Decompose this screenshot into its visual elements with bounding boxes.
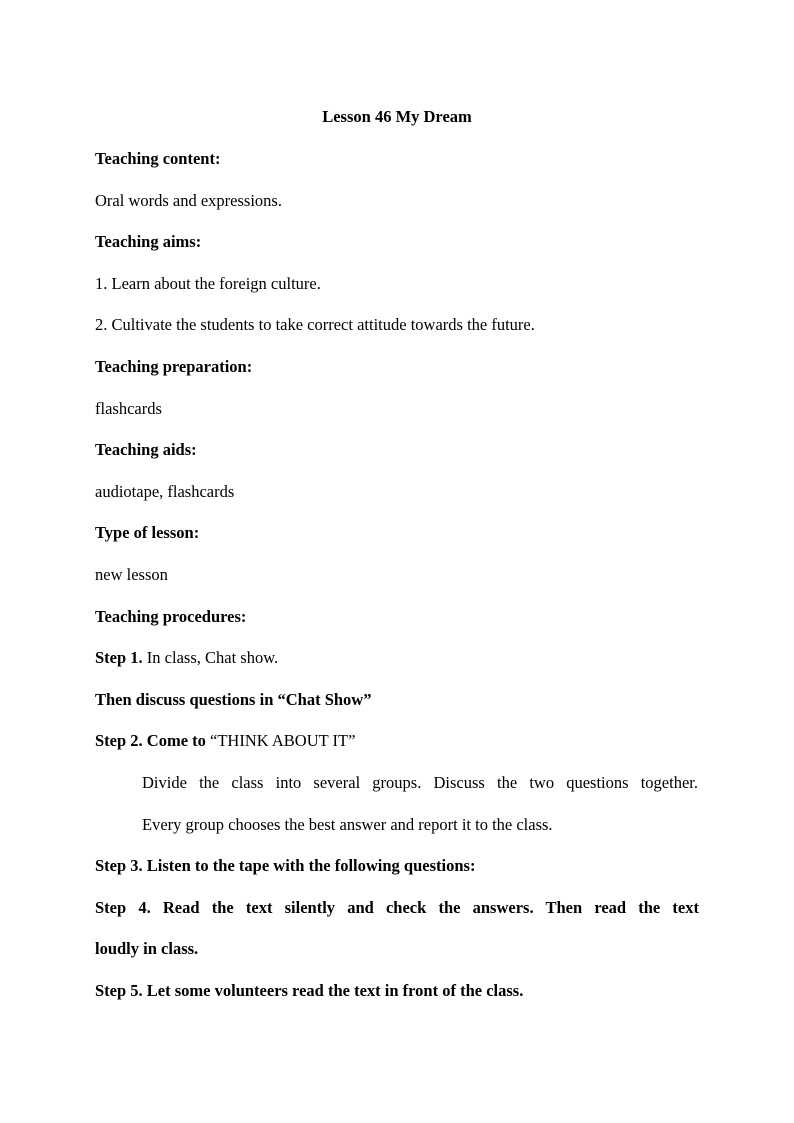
aim-item-2: 2. Cultivate the students to take correct attitude towards the future. [95, 315, 535, 334]
step-1-text: In class, Chat show. [142, 648, 279, 667]
step-2-detail-1: Divide the class into several groups. Discuss the two questions together. [142, 773, 698, 792]
teaching-preparation-heading: Teaching preparation: [95, 357, 253, 376]
step-1-followup: Then discuss questions in “Chat Show” [95, 690, 372, 709]
lesson-type-heading: Type of lesson: [95, 523, 200, 542]
teaching-aims-heading: Teaching aims: [95, 232, 202, 251]
lesson-title: Lesson 46 My Dream [322, 107, 472, 126]
step-4-line-1: Step 4. Read the text silently and check the answers. Then read the text [95, 898, 699, 917]
teaching-content-heading: Teaching content: [95, 149, 221, 168]
step-5: Step 5. Let some volunteers read the text in front of the class. [95, 981, 524, 1000]
step-2-detail-2: Every group chooses the best answer and report it to the class. [142, 815, 553, 834]
step-2 [95, 731, 355, 751]
teaching-procedures-heading: Teaching procedures: [95, 607, 247, 626]
teaching-preparation-text: flashcards [95, 399, 162, 418]
step-2-text: “THINK ABOUT IT” [210, 731, 356, 750]
step-4-line-2: loudly in class. [95, 939, 199, 958]
aim-item-1: 1. Learn about the foreign culture. [95, 274, 321, 293]
step-1 [95, 648, 278, 668]
lesson-type-text: new lesson [95, 565, 168, 584]
teaching-aids-text: audiotape, flashcards [95, 482, 235, 501]
step-1-label: Step 1. [95, 648, 143, 667]
step-3: Step 3. Listen to the tape with the following questions: [95, 856, 476, 875]
teaching-content-text: Oral words and expressions. [95, 191, 282, 210]
step-2-label: Step 2. Come to [95, 731, 211, 750]
teaching-aids-heading: Teaching aids: [95, 440, 197, 459]
